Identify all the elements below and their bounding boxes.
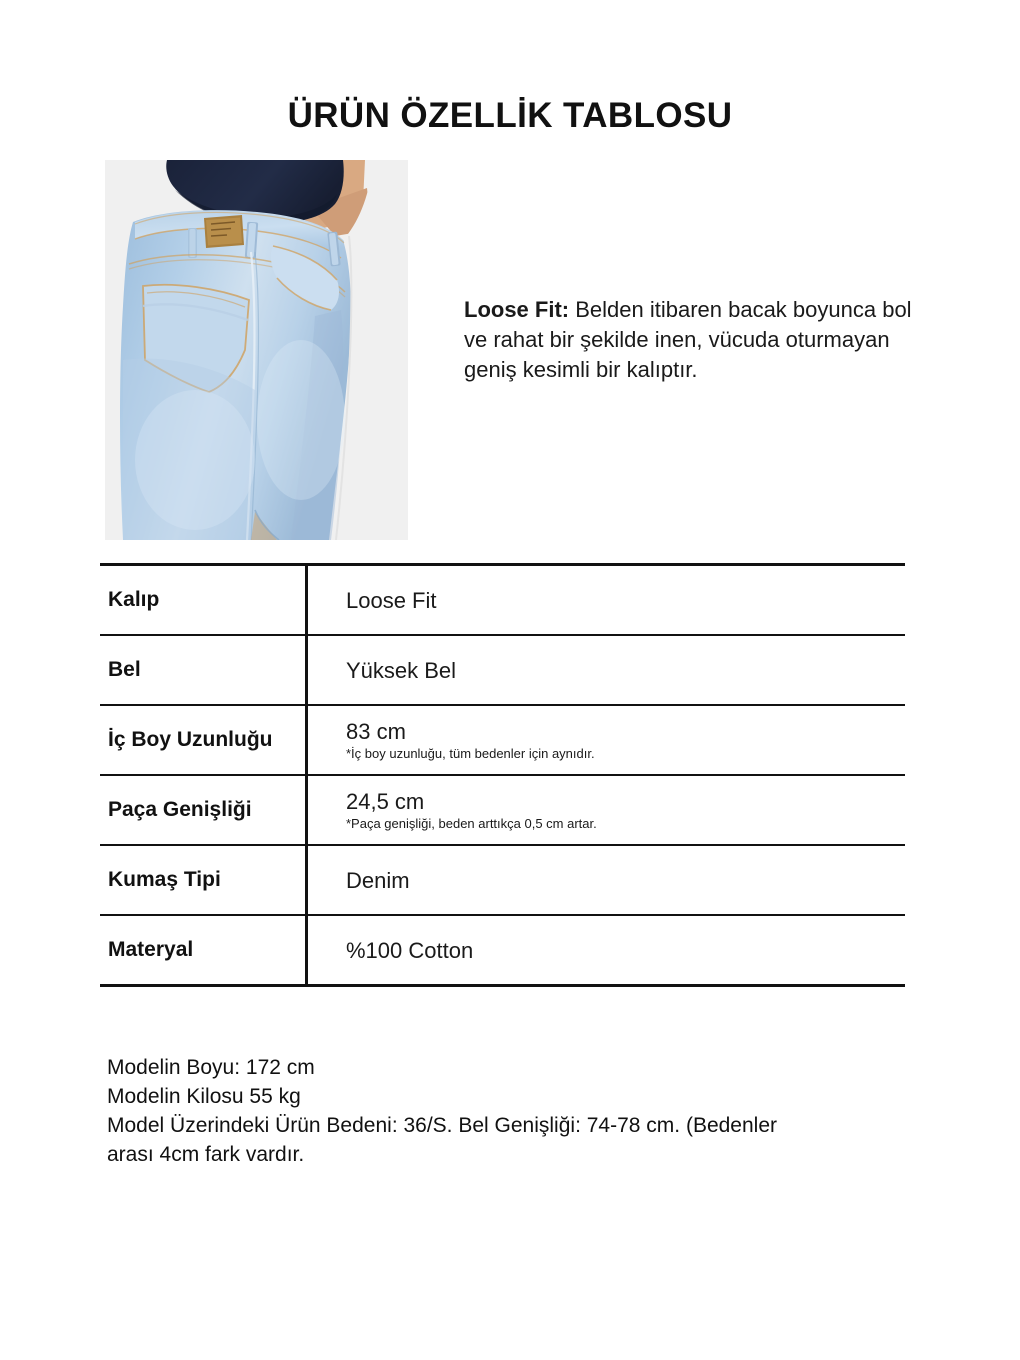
spec-value xyxy=(305,867,905,894)
spec-table xyxy=(100,563,905,987)
column-divider xyxy=(305,776,308,844)
product-photo-jeans-back-view xyxy=(105,160,408,540)
spec-label: Kumaş Tipi xyxy=(108,868,221,891)
column-divider xyxy=(305,566,308,634)
column-divider xyxy=(305,846,308,914)
model-info-line: Modelin Kilosu 55 kg xyxy=(107,1085,301,1108)
spec-value xyxy=(305,788,905,832)
spec-label: Kalıp xyxy=(108,588,160,611)
fit-description xyxy=(464,295,934,385)
table-row xyxy=(100,916,905,984)
spec-label: Paça Genişliği xyxy=(108,798,252,821)
spec-value-note: *Paça genişliği, beden arttıkça 0,5 cm artar. xyxy=(346,816,597,831)
table-row xyxy=(100,636,905,704)
spec-value-main: %100 Cotton xyxy=(346,937,474,963)
spec-value xyxy=(305,937,905,964)
product-photo-illustration xyxy=(105,160,408,540)
model-info xyxy=(107,1053,897,1169)
table-row xyxy=(100,776,905,844)
table-row xyxy=(100,706,905,774)
spec-value-main: 24,5 cm xyxy=(346,789,425,814)
brand-leather-patch xyxy=(204,215,244,248)
spec-value xyxy=(305,718,905,762)
spec-value-main: Loose Fit xyxy=(346,587,437,613)
model-info-line: Model Üzerindeki Ürün Bedeni: 36/S. Bel Genişliği: 74-78 cm. (Bedenler xyxy=(107,1114,778,1137)
spec-label: İç Boy Uzunluğu xyxy=(108,728,273,751)
table-bottom-rule xyxy=(100,984,905,987)
spec-label: Materyal xyxy=(108,938,194,961)
fit-description-body: Belden itibaren bacak boyunca bol ve rahat bir şekilde inen, vücuda oturmayan geniş kesimli bir kalıptır. xyxy=(464,297,912,382)
table-row xyxy=(100,846,905,914)
model-info-line: Modelin Boyu: 172 cm xyxy=(107,1056,315,1079)
page-title: ÜRÜN ÖZELLİK TABLOSU xyxy=(287,96,733,135)
column-divider xyxy=(305,706,308,774)
column-divider xyxy=(305,636,308,704)
spec-value-main: Yüksek Bel xyxy=(346,657,457,683)
table-row xyxy=(100,566,905,634)
spec-value xyxy=(305,587,905,614)
spec-label: Bel xyxy=(108,658,141,681)
spec-value-main: 83 cm xyxy=(346,719,406,744)
model-info-line: arası 4cm fark vardır. xyxy=(107,1143,305,1166)
spec-value xyxy=(305,657,905,684)
column-divider xyxy=(305,916,308,984)
fit-description-lead: Loose Fit: xyxy=(464,297,570,322)
spec-value-note: *İç boy uzunluğu, tüm bedenler için aynıdır. xyxy=(346,746,595,761)
spec-value-main: Denim xyxy=(346,867,410,893)
